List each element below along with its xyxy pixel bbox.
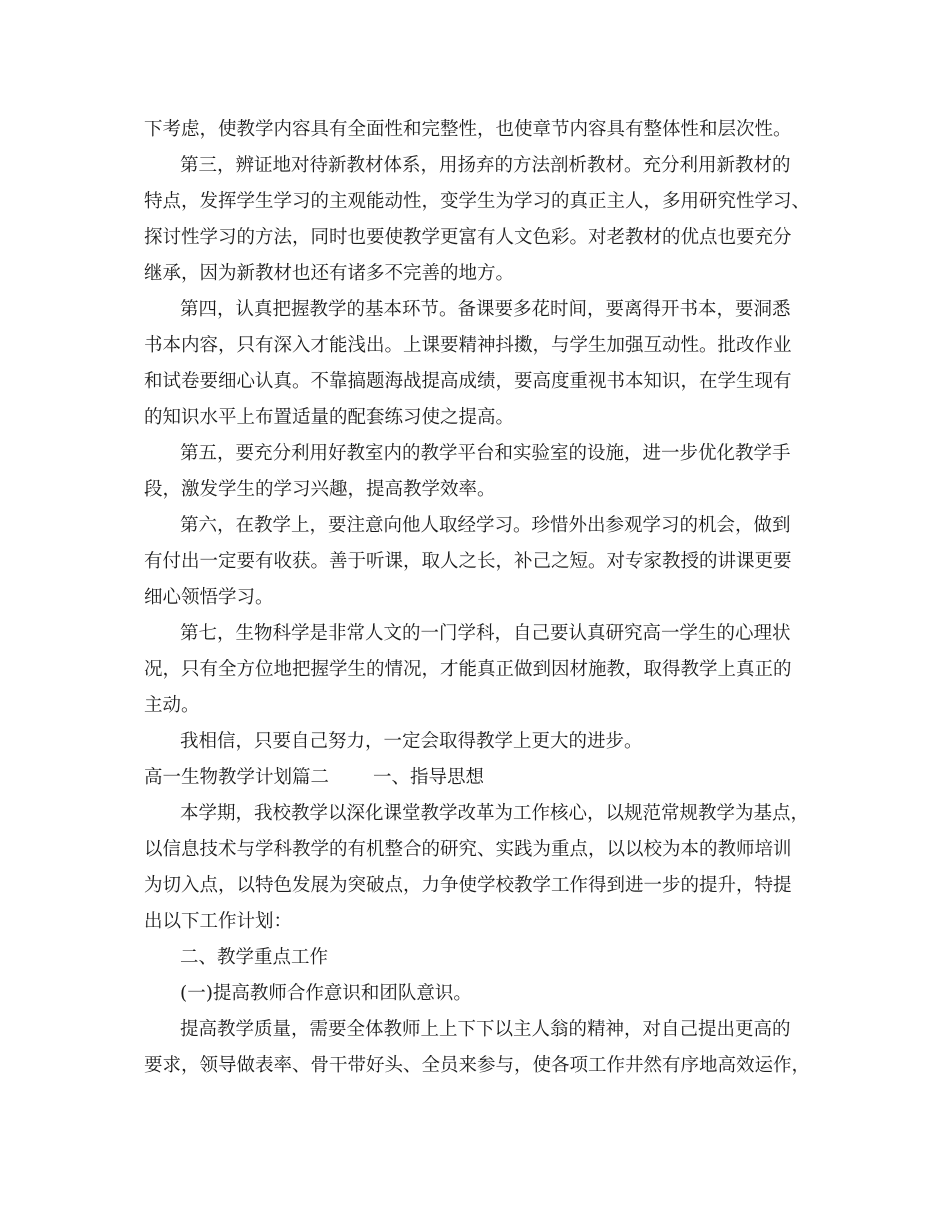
text-line: 以信息技术与学科教学的有机整合的研究、实践为重点，以以校为本的教师培训 [144,839,792,860]
text-line: 主动。 [144,695,200,716]
text-line: 为切入点，以特色发展为突破点，力争使学校教学工作得到进一步的提升，特提 [144,875,792,896]
text-line: 有付出一定要有收获。善于听课，取人之长，补己之短。对专家教授的讲课更要 [144,551,792,572]
section-title: 高一生物教学计划篇二 [144,767,330,788]
text-line: 的知识水平上布置适量的配套练习使之提高。 [144,407,515,428]
paragraph-start: 我相信，只要自己努力，一定会取得教学上更大的进步。 [180,731,643,752]
paragraph-start: 第五，要充分利用好教室内的教学平台和实验室的设施，进一步优化教学手 [180,443,791,464]
subheading: 二、教学重点工作 [180,947,329,968]
text-line: 出以下工作计划： [144,911,293,932]
text-line: 继承，因为新教材也还有诸多不完善的地方。 [144,263,515,284]
paragraph-start: 第四，认真把握教学的基本环节。备课要多花时间，要离得开书本，要洞悉 [180,299,791,320]
text-line: 况，只有全方位地把握学生的情况，才能真正做到因材施教，取得教学上真正的 [144,659,792,680]
paragraph-start: 第七，生物科学是非常人文的一门学科，自己要认真研究高一学生的心理状 [180,623,791,644]
paragraph-start: 第六，在教学上，要注意向他人取经学习。珍惜外出参观学习的机会，做到 [180,515,791,536]
text-line: 段，激发学生的学习兴趣，提高教学效率。 [144,479,496,500]
section-heading [144,766,484,790]
text-line: 特点，发挥学生学习的主观能动性，变学生为学习的真正主人，多用研究性学习、 [144,191,811,212]
text-line: 和试卷要细心认真。不靠搞题海战提高成绩，要高度重视书本知识，在学生现有 [144,371,792,392]
paragraph-start: 提高教学质量，需要全体教师上上下下以主人翁的精神，对自己提出更高的 [180,1019,791,1040]
paragraph-start: 第三，辨证地对待新教材体系，用扬弃的方法剖析教材。充分利用新教材的 [180,155,791,176]
text-line: 要求，领导做表率、骨干带好头、全员来参与，使各项工作井然有序地高效运作， [144,1055,811,1076]
section-subtitle: 一、指导思想 [373,767,485,788]
text-line: 细心领悟学习。 [144,587,274,608]
text-line: 探讨性学习的方法，同时也要使教学更富有人文色彩。对老教材的优点也要充分 [144,227,792,248]
subheading: (一)提高教师合作意识和团队意识。 [180,983,472,1004]
paragraph-start: 本学期，我校教学以深化课堂教学改革为工作核心，以规范常规教学为基点， [180,803,810,824]
text-line: 下考虑，使教学内容具有全面性和完整性，也使章节内容具有整体性和层次性。 [144,119,792,140]
text-line: 书本内容，只有深入才能浅出。上课要精神抖擞，与学生加强互动性。批改作业 [144,335,792,356]
